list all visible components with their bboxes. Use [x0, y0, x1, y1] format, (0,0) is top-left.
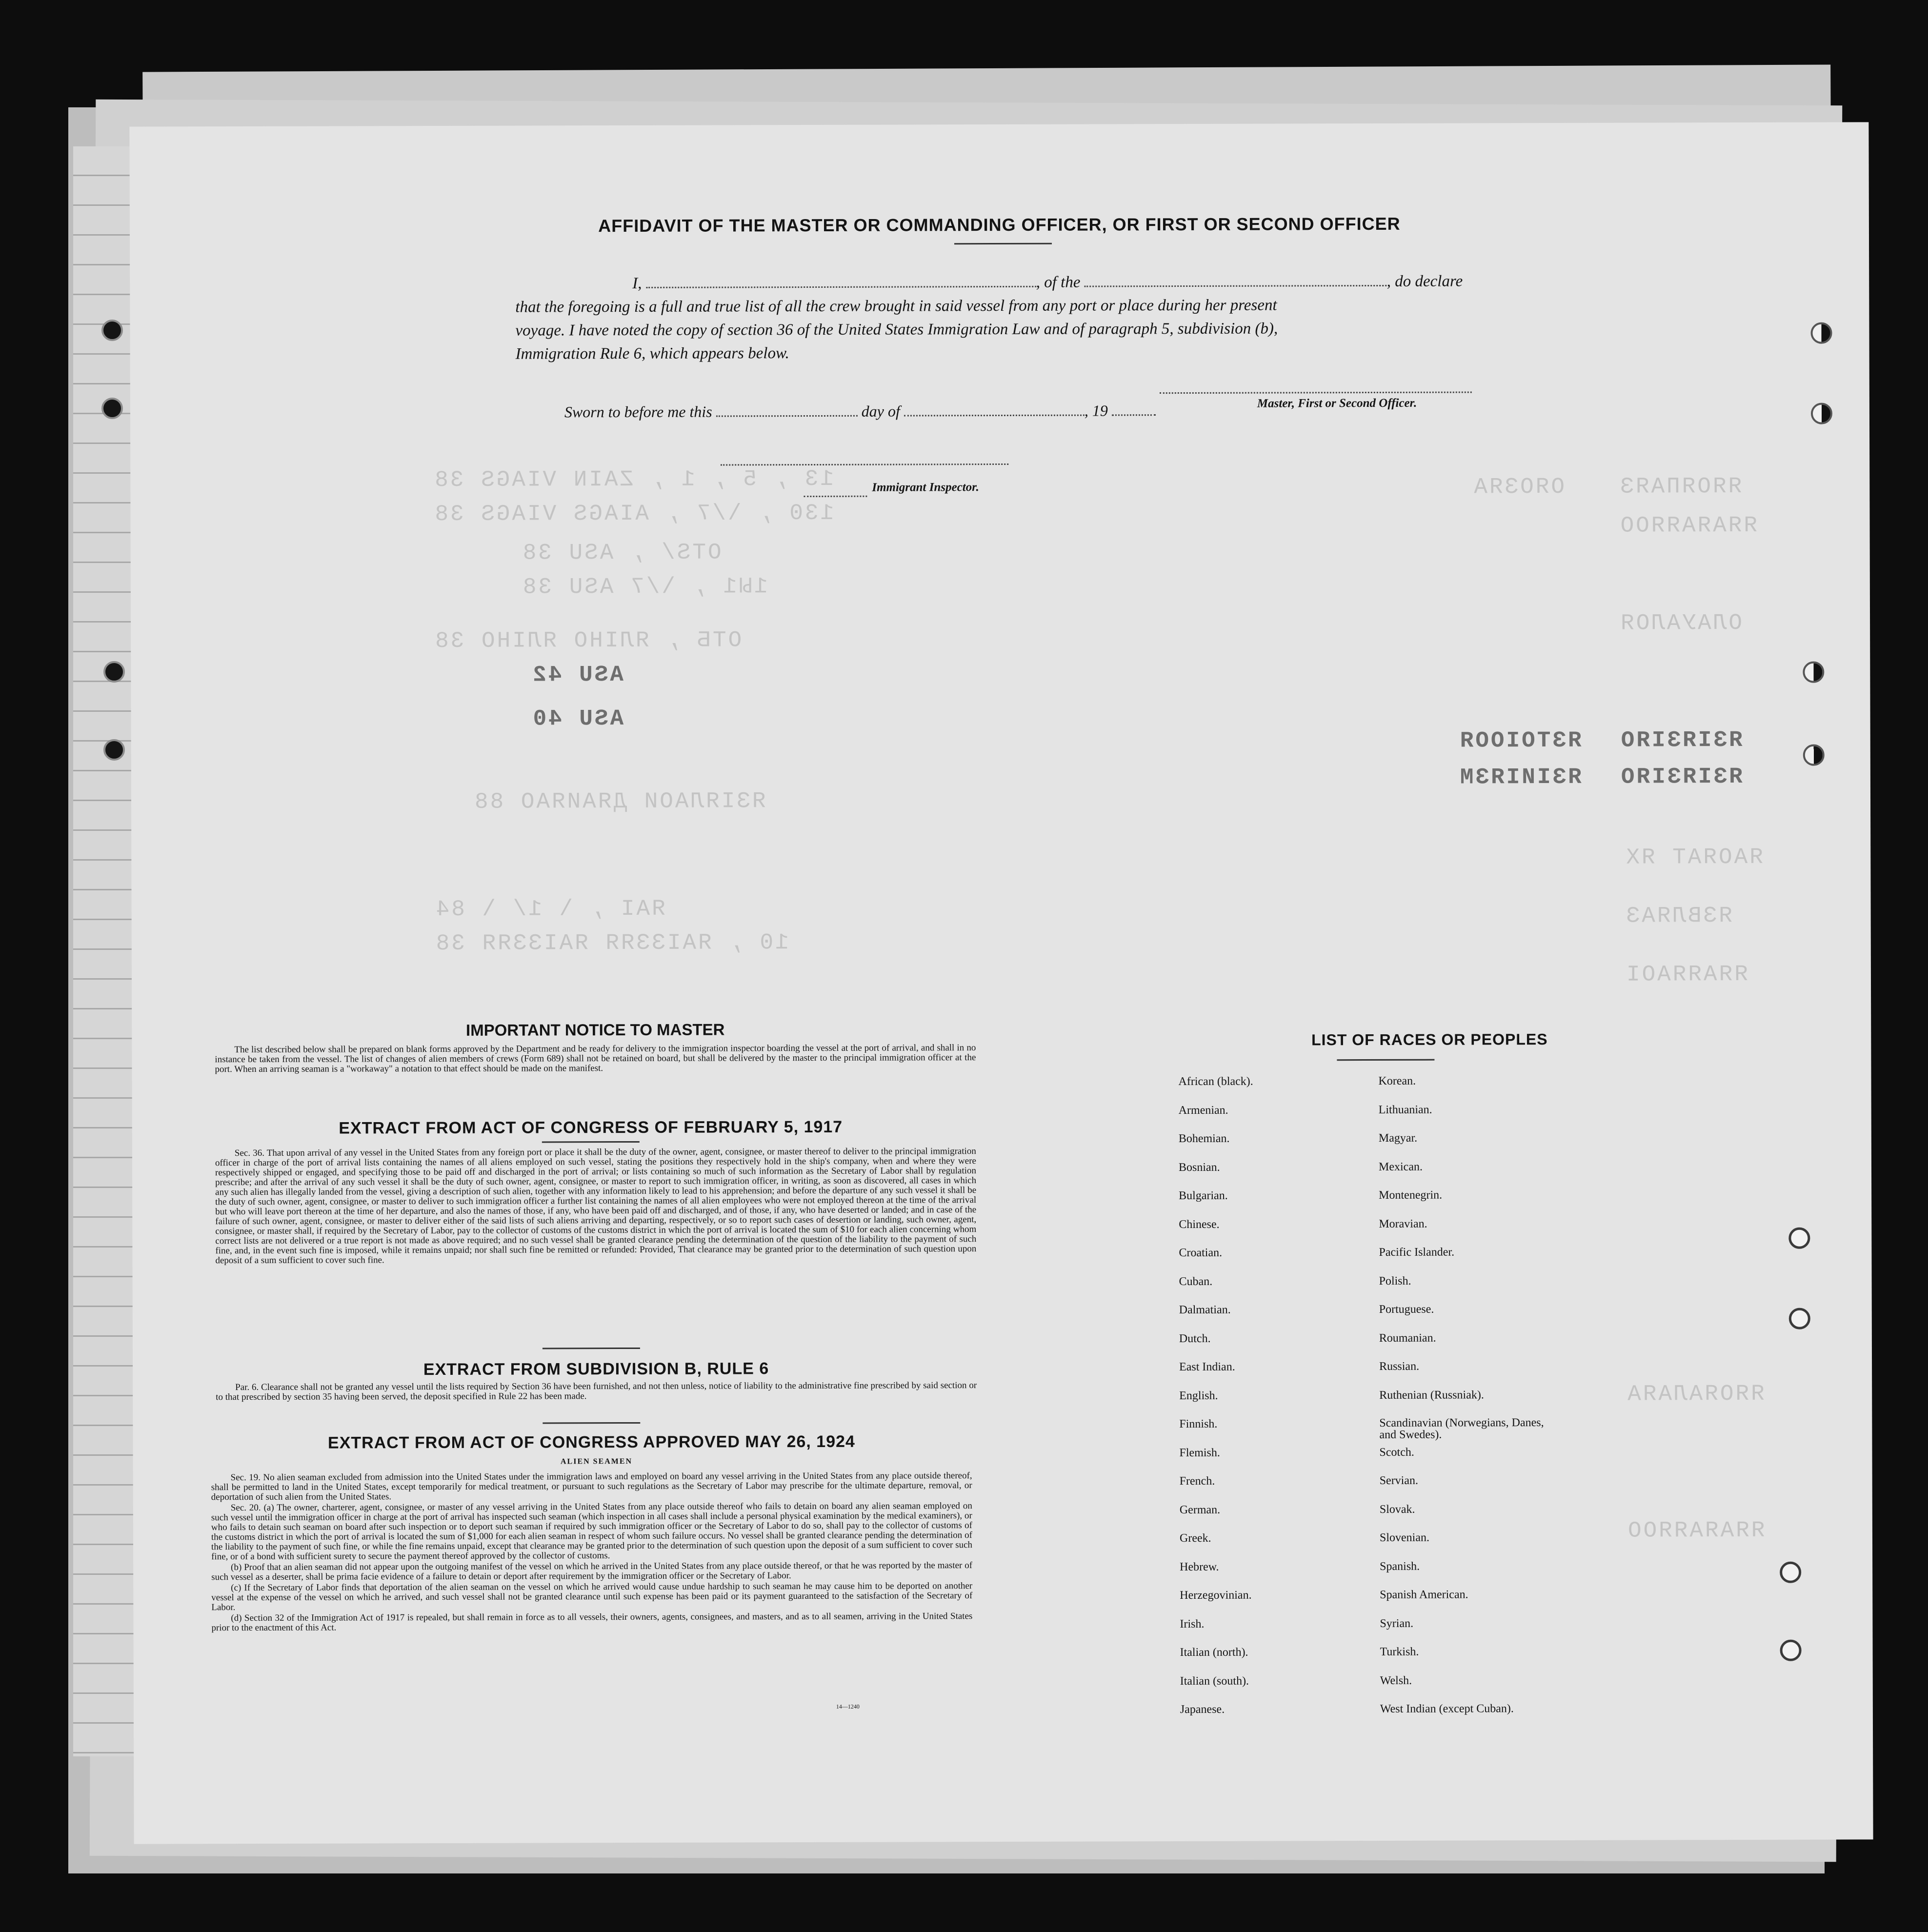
races-title: LIST OF RACES OR PEOPLES — [1311, 1030, 1548, 1049]
title-underline — [954, 243, 1052, 245]
bleed-through-text: ЯЯАЯАЯЯОО — [1626, 1517, 1765, 1544]
race-item: Greek. — [1179, 1531, 1211, 1545]
race-item: Italian (south). — [1180, 1674, 1249, 1688]
race-item: Italian (north). — [1180, 1646, 1248, 1659]
race-item: Dutch. — [1179, 1332, 1211, 1345]
bleed-through-text: ASU 40 — [531, 706, 624, 732]
punch-hole-icon — [1810, 322, 1832, 344]
bleed-through-text: ЯЯАЯАЯЯОО — [1618, 512, 1758, 539]
sworn-year-blank[interactable] — [1112, 400, 1156, 416]
race-item: Pacific Islander. — [1379, 1246, 1455, 1259]
affidavit-line-2: that the foregoing is a full and true list of all the crew brought in said vessel from any port or place during her present — [515, 296, 1277, 316]
race-item: German. — [1179, 1503, 1221, 1516]
inspector-signature-blank[interactable] — [721, 459, 1008, 466]
affidavit-line-3: voyage. I have noted the copy of section 36 of the United States Immigration Law and of paragraph 5, subdivision (b), — [515, 320, 1278, 340]
race-item: Croatian. — [1179, 1246, 1223, 1260]
vessel-blank[interactable] — [1084, 270, 1387, 287]
extract-1917-underline — [542, 1141, 640, 1143]
bleed-through-text: 10 , ЯАІЗЗЯЯ ЯАІЗЗЯЯ 38 — [434, 930, 789, 957]
sworn-line — [564, 400, 1156, 421]
bleed-through-text: ЯЯОЯПАЯЗ — [1618, 474, 1742, 500]
year-label: , 19 — [1084, 402, 1108, 420]
punch-hole-icon — [1780, 1562, 1801, 1583]
extract-1924-paragraph: Sec. 19. No alien seaman excluded from admission into the United States under the immigration laws and employed on board any vessel arriving in the United States from any place outside thereof, shall be permitted to land in the United States, except temporarily for medical treatment, or pursuant to such regulations as the Secretary of Labor may prescribe for the ultimate departure, removal, or deportation of such alien from the United States. — [211, 1470, 972, 1503]
punch-hole-icon — [1789, 1308, 1810, 1329]
race-item: Herzegovinian. — [1180, 1589, 1252, 1602]
race-item: Bosnian. — [1178, 1161, 1220, 1174]
extract-rule6-text — [216, 1381, 977, 1403]
bleed-through-text: 1Ы1 , \/7 ASU 38 — [521, 574, 768, 600]
of-the-label: , of the — [1036, 273, 1081, 291]
sworn-month-blank[interactable] — [904, 400, 1084, 417]
bleed-through-text: ЯЗІЯЗІЯО — [1619, 727, 1743, 753]
extract-1924-paragraph: (b) Proof that an alien seaman did not appear upon the outgoing manifest of the vessel on which he arrived in the United States from any place outside thereof, or that he was reported by the master of such vessel as a deserter, shall be prima facie evidence of a failure to detain or deport after requirement by the immigration officer or the Secretary of Labor. — [211, 1560, 973, 1583]
race-item: Finnish. — [1179, 1417, 1218, 1431]
race-item: Dalmatian. — [1179, 1303, 1231, 1317]
bleed-through-text: ASU 42 — [531, 662, 624, 688]
notice-text — [215, 1043, 976, 1075]
race-item: East Indian. — [1179, 1360, 1235, 1374]
punch-hole-icon — [101, 320, 123, 341]
race-item: Magyar. — [1378, 1131, 1418, 1145]
extract-1924-title: EXTRACT FROM ACT OF CONGRESS APPROVED MAY 26, 1924 — [327, 1432, 855, 1452]
sworn-day-blank[interactable] — [716, 401, 858, 417]
race-item: Japanese. — [1180, 1703, 1225, 1716]
bleed-through-text: OTS/ , ASU 38 — [521, 540, 722, 566]
race-item: Spanish. — [1380, 1560, 1420, 1573]
affidavit-i-label: I, — [632, 274, 642, 292]
race-item: Russian. — [1379, 1360, 1420, 1373]
race-item: Lithuanian. — [1378, 1103, 1432, 1116]
race-item: Polish. — [1379, 1274, 1411, 1288]
master-signature-blank[interactable] — [1160, 386, 1472, 394]
extract-1924-paragraph: (d) Section 32 of the Immigration Act of 1917 is repealed, but shall remain in force as to all vessels, their owners, agents, consignees, and masters, and as to all seamen, arriving in the United States prior to the enactment of this Act. — [211, 1611, 973, 1633]
extract-1917-text — [215, 1147, 977, 1267]
race-item: Bohemian. — [1178, 1132, 1230, 1146]
race-item: Ruthenian (Russniak). — [1379, 1388, 1484, 1402]
race-item: Moravian. — [1379, 1217, 1427, 1230]
extract-rule6-title: EXTRACT FROM SUBDIVISION B, RULE 6 — [423, 1359, 769, 1379]
bleed-through-text: ЯЗІЯЛАОИ ДЯАИЯАО 88 — [472, 788, 766, 815]
notice-paragraph: The list described below shall be prepared on blank forms approved by the Department and be ready for delivery to the immigration inspector boarding the vessel at the port of arrival, and shall in no instance be taken from the vessel. The list of changes of alien members of crews (Form 689) shall not be retained on board, but shall be delivered by the master to the principal immigration officer at the port. When an arriving seaman is a "workaway" a notation to that effect should be made on the manifest. — [215, 1043, 976, 1075]
punch-hole-icon — [103, 739, 125, 761]
sworn-label: Sworn to before me this — [564, 402, 712, 421]
race-item: Welsh. — [1380, 1674, 1412, 1687]
race-item: English. — [1179, 1389, 1218, 1402]
race-item: Bulgarian. — [1179, 1189, 1228, 1203]
punch-hole-icon — [1803, 745, 1825, 766]
race-item: Hebrew. — [1180, 1560, 1219, 1573]
races-left-column — [1178, 1075, 1255, 1732]
day-of-label: day of — [861, 402, 900, 420]
bleed-through-text: 13 , 5 , 1 , ZAIN VIAGS 38 — [433, 466, 834, 493]
bleed-through-text: ЯЯАЯЯАОІ — [1624, 961, 1748, 987]
race-item: Mexican. — [1378, 1160, 1423, 1173]
bleed-through-text: ЯЗІИІЯЗМ — [1458, 764, 1582, 790]
name-blank[interactable] — [646, 271, 1036, 288]
punch-hole-icon — [1811, 403, 1832, 424]
punch-hole-icon — [1788, 1228, 1810, 1249]
race-item: African (black). — [1178, 1075, 1253, 1088]
bleed-through-text: ЯЯОЯАЛАЯА — [1626, 1381, 1765, 1407]
extract-1917-title: EXTRACT FROM ACT OF CONGRESS OF FEBRUARY 5, 1917 — [339, 1117, 843, 1138]
extract-rule6-paragraph: Par. 6. Clearance shall not be granted any vessel until the lists required by Section 36 have been furnished, and not then unless, notice of liability to the administrative fine prescribed by said section or to that prescribed by section 35 having been served, the deposit specified in Rule 22 has been made. — [216, 1380, 977, 1403]
bleed-through-text: ЯАОЯАТ ЯХ — [1624, 844, 1763, 870]
race-item: Cuban. — [1179, 1275, 1213, 1288]
extract-1917-paragraph: Sec. 36. That upon arrival of any vessel in the United States from any foreign port or place it shall be the duty of the owner, agent, consignee, or master thereof to deliver to the principal immigration officer in charge of the port of arrival lists containing the names of all aliens employed on such vessel, stating the positions they respectively hold in the ship's company, when and where they were respectively shipped or engaged, and specifying those to be paid off and discharged in the port of arrival; or lists containing so much of such information as the Secretary of Labor shall by regulation prescribe; and after the arrival of any such vessel it shall be the duty of such owner, agent, consignee, or master to report to such immigration officer, in writing, as soon as discovered, all cases in which any such alien has illegally landed from the vessel, giving a description of such alien, together with any information likely to lead to his apprehension; and before the departure of any such vessel it shall be the duty of such owner, agent, consignee, or master to deliver to such immigration officer a further list containing the names of all alien employees who were not employed thereon at the time of the arrival but who will leave port thereon at the time of her departure, and also the names of those, if any, who have been paid off and discharged, and of those, if any, who have deserted or landed; and in case of the failure of such owner, agent, consignee, or master to deliver either of the said lists of such aliens arriving and departing, respectively, or so to report such cases of desertion or landing, such owner, agent, consignee, or master shall, if required by the Secretary of Labor, pay to the collector of customs of the customs district in which the port of arrival is located the sum of $10 for each alien concerning whom correct lists are not delivered or a true report is not made as above required; and no such vessel shall be granted clearance pending the determination of the question of the liability to the payment of such fine, and, in the event such fine is imposed, while it remains unpaid; nor shall such fine be remitted or refunded: Provided, That clearance may be granted prior to the determination of such question upon deposit of a sum sufficient to cover such fine. — [215, 1146, 977, 1266]
punch-hole-icon — [1803, 662, 1824, 683]
bleed-through-text: ЯЗІЯЗІЯО — [1619, 764, 1743, 790]
race-item: Slovenian. — [1379, 1531, 1430, 1544]
races-right-column — [1378, 1074, 1556, 1731]
alien-seamen-subtitle: ALIEN SEAMEN — [560, 1457, 633, 1466]
race-item: Irish. — [1180, 1617, 1205, 1630]
race-item: Scandinavian (Norwegians, Danes, and Swedes). — [1379, 1416, 1544, 1441]
race-item: Chinese. — [1179, 1218, 1220, 1231]
notice-title: IMPORTANT NOTICE TO MASTER — [465, 1020, 725, 1039]
do-declare-label: , do declare — [1386, 272, 1463, 290]
race-item: Flemish. — [1179, 1446, 1220, 1459]
affidavit-text — [515, 269, 1496, 365]
section-divider — [542, 1348, 640, 1349]
punch-hole-icon — [103, 661, 125, 683]
bleed-through-text: ЯАІ , \ 1/ \ 84 — [434, 896, 665, 923]
bleed-through-text: ОЛАУАЛОЯ — [1619, 610, 1742, 636]
punch-hole-icon — [101, 398, 123, 419]
race-item: Montenegrin. — [1379, 1188, 1443, 1202]
race-item: Korean. — [1378, 1074, 1416, 1087]
bleed-through-text: ЯЗТОІООЯ — [1458, 727, 1582, 754]
race-item: Turkish. — [1380, 1645, 1419, 1658]
race-item: Slovak. — [1379, 1503, 1415, 1516]
race-item: West Indian (except Cuban). — [1380, 1702, 1514, 1715]
form-number: 14—1240 — [836, 1703, 860, 1710]
extract-1924-paragraph: Sec. 20. (a) The owner, charterer, agent, consignee, or master of any vessel arriving in the United States from any place outside thereof who fails to detain on board any alien seaman employed on such vessel until the immigration officer in charge at the port of arrival has inspected such seaman (which inspection in all cases shall include a personal physical examination by the medical examiners), or who fails to detain such seaman on board after such inspection or to deport such seaman if required by such immigration officer or the Secretary of Labor to do so, shall pay to the collector of customs of the customs district in which the port of arrival is located the sum of $1,000 for each alien seaman in respect of whom such failure occurs. No vessel shall be granted clearance pending the determination of the liability to the payment of such fine, or while the fine remains unpaid, except that clearance may be granted prior to the determination of such question upon the deposit of a sum sufficient to cover such fine, or of a bond with sufficient surety to secure the payment thereof approved by the collector of customs. — [211, 1501, 973, 1562]
race-item: French. — [1179, 1474, 1215, 1488]
race-item: Scotch. — [1379, 1446, 1414, 1459]
punch-hole-icon — [1780, 1640, 1802, 1661]
affidavit-line-4: Immigration Rule 6, which appears below. — [515, 344, 789, 363]
races-title-underline — [1337, 1059, 1434, 1061]
bleed-through-text: ОЯОЗЯА — [1472, 474, 1565, 500]
section-divider — [542, 1422, 640, 1424]
extract-1924-text — [211, 1471, 973, 1634]
affidavit-title: AFFIDAVIT OF THE MASTER OR COMMANDING OFFICER, OR FIRST OR SECOND OFFICER — [598, 213, 1401, 236]
bleed-through-text: ОТБ , ЯЛІНО ЯЛІНО 38 — [433, 627, 742, 654]
manifest-form-page — [129, 122, 1873, 1844]
race-item: Syrian. — [1380, 1617, 1414, 1630]
master-signature-label: Master, First or Second Officer. — [1257, 396, 1417, 410]
race-item: Servian. — [1379, 1474, 1419, 1487]
race-item: Spanish American. — [1380, 1588, 1468, 1601]
race-item: Portuguese. — [1379, 1303, 1434, 1316]
extract-1924-paragraph: (c) If the Secretary of Labor finds that deportation of the alien seaman on the vessel on which he arrived would cause undue hardship to such seaman he may cause him to be deported on another vessel at the expense of the vessel on which he arrived, and such vessel shall not be granted clearance until such expense has been paid or its payment guaranteed to the satisfaction of the Secretary of Labor. — [211, 1581, 973, 1613]
bleed-through-text: 130 , \/7 , AIAGS VIAGS 38 — [433, 500, 834, 527]
inspector-signature-blank-2[interactable] — [803, 491, 867, 497]
bleed-through-text: ЯЗВЛЯАЗ — [1624, 903, 1732, 929]
race-item: Roumanian. — [1379, 1331, 1436, 1345]
inspector-label: Immigrant Inspector. — [872, 481, 979, 494]
race-item: Armenian. — [1178, 1104, 1228, 1117]
